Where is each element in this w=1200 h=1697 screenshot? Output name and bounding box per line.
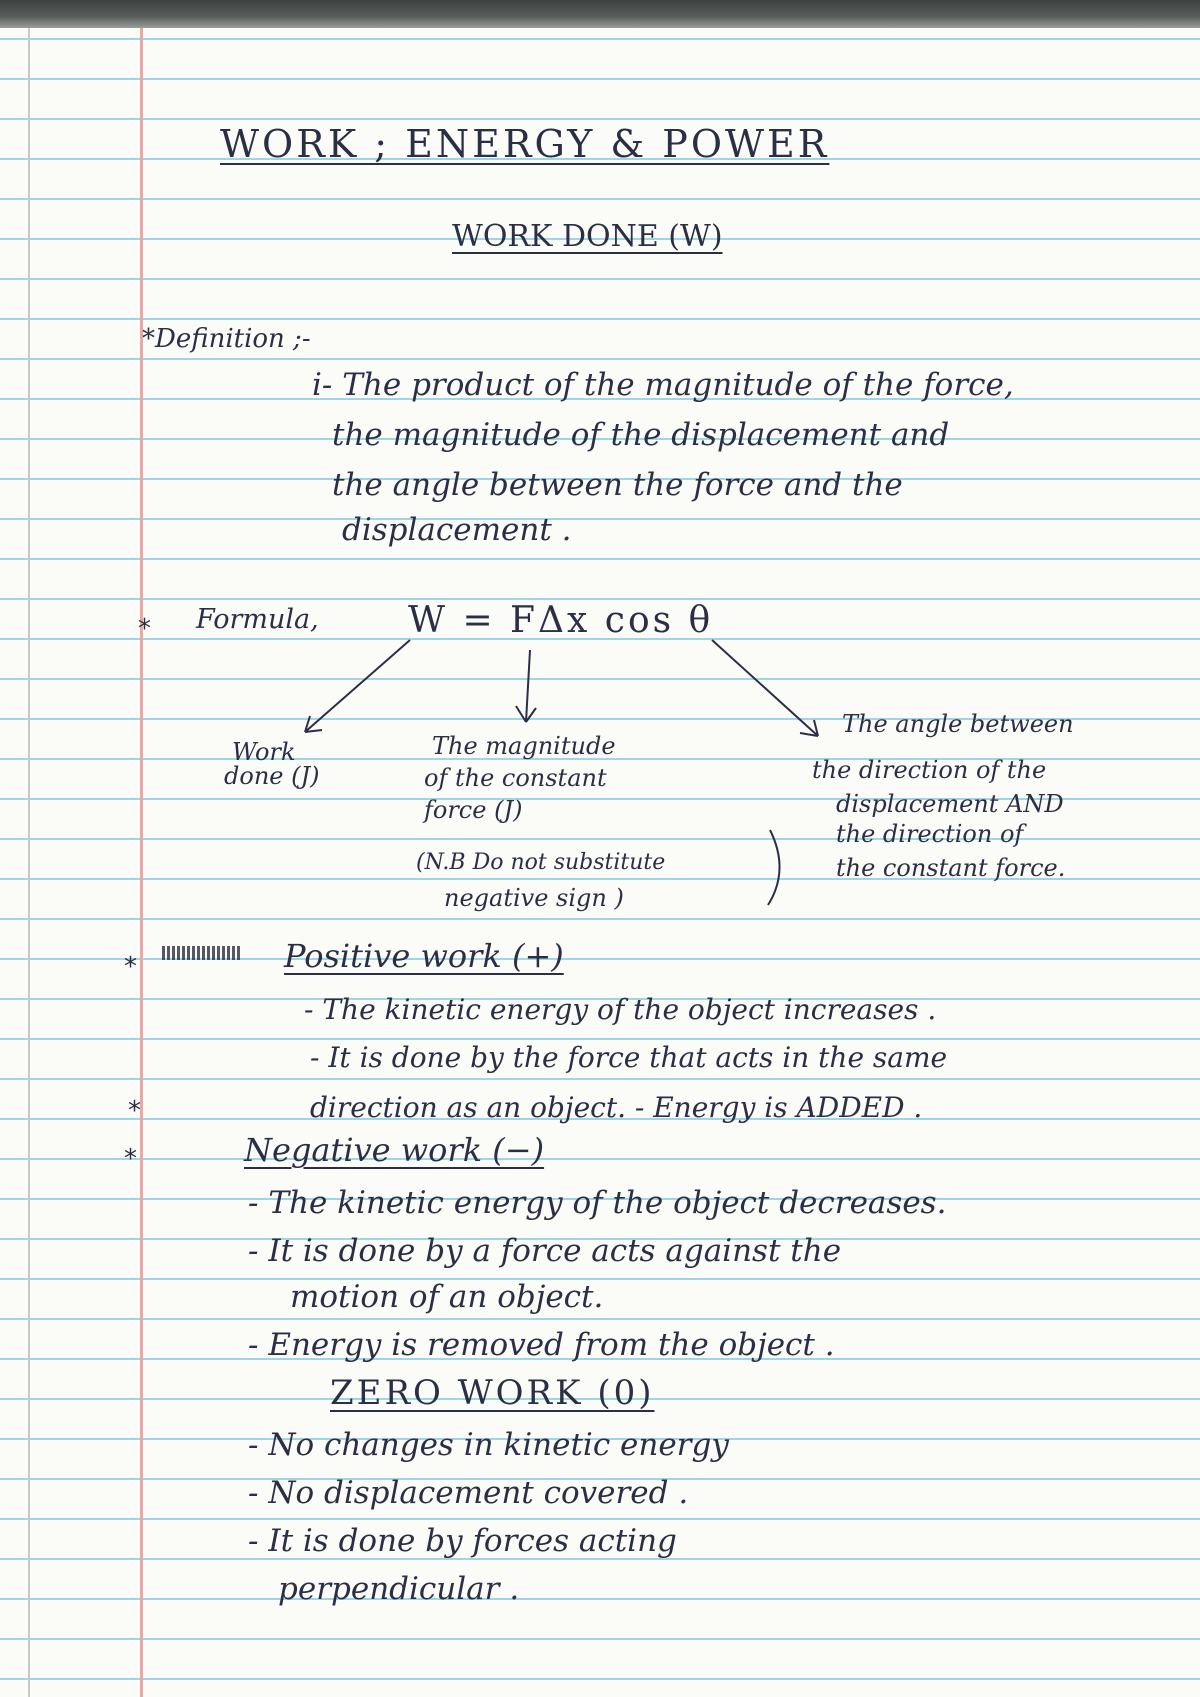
- angle-description: displacement AND: [836, 790, 1064, 818]
- negative-line: - It is done by a force acts against the: [248, 1233, 842, 1269]
- positive-line: - It is done by the force that acts in the same: [310, 1041, 948, 1074]
- definition-line: the angle between the force and the: [332, 467, 903, 503]
- positive-line: direction as an object. - Energy is ADDED .: [310, 1091, 923, 1124]
- formula-equation: W = FΔx cos θ: [408, 600, 714, 641]
- definition-line: displacement .: [342, 512, 572, 548]
- angle-description: the direction of the: [812, 756, 1047, 784]
- negative-line: - Energy is removed from the object .: [248, 1327, 835, 1363]
- zero-line: - It is done by forces acting: [248, 1523, 677, 1559]
- zero-work-heading: ZERO WORK (0): [330, 1373, 655, 1413]
- bracket-close: [768, 830, 780, 905]
- positive-work-heading: Positive work (+): [284, 937, 564, 975]
- negative-work-heading: Negative work (−): [244, 1131, 545, 1169]
- zero-line: - No displacement covered .: [248, 1475, 689, 1511]
- definition-line: the magnitude of the displacement and: [332, 417, 950, 453]
- page-title: WORK ; ENERGY & POWER: [220, 122, 830, 166]
- force-note: (N.B Do not substitute: [416, 850, 666, 875]
- negative-line: motion of an object.: [290, 1279, 604, 1315]
- formula-label: Formula,: [196, 604, 319, 635]
- definition-line: i- The product of the magnitude of the force,: [312, 367, 1014, 403]
- work-done-label: Work: [232, 738, 296, 766]
- arrow-to-work: [305, 640, 410, 732]
- bullet-star: *: [124, 952, 137, 982]
- arrow-to-angle: [712, 640, 818, 736]
- scribbled-out-word: [162, 946, 240, 960]
- arrow-to-force: [516, 650, 536, 722]
- bullet-star: *: [124, 1144, 137, 1174]
- zero-line: - No changes in kinetic energy: [248, 1427, 729, 1463]
- angle-description: the constant force.: [836, 854, 1066, 882]
- angle-description: The angle between: [842, 710, 1074, 738]
- bullet-star: *: [138, 614, 151, 644]
- work-done-label: done (J): [224, 762, 320, 790]
- force-note: negative sign ): [444, 884, 624, 912]
- section-heading-work-done: WORK DONE (W): [452, 219, 723, 254]
- definition-label: *Definition ;-: [142, 324, 311, 354]
- zero-line: perpendicular .: [278, 1571, 520, 1607]
- force-description: of the constant: [424, 764, 607, 792]
- positive-line: - The kinetic energy of the object increases .: [304, 993, 937, 1026]
- negative-line: - The kinetic energy of the object decreases.: [248, 1185, 947, 1221]
- force-description: The magnitude: [432, 732, 616, 760]
- force-description: force (J): [424, 796, 523, 824]
- bullet-star: *: [128, 1096, 141, 1126]
- angle-description: the direction of: [836, 820, 1024, 848]
